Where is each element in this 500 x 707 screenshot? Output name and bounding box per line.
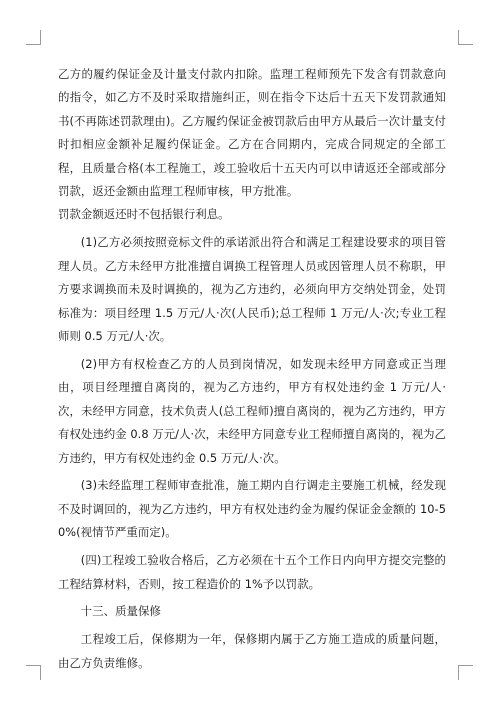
paragraph-clause-3: (3)未经监理工程师审查批准，施工期内自行调走主要施工机械，经发现不及时调回的，视为乙方违约，甲方有权处违约金为履约保证金金额的 10-50%(视情节严重而定)。 [58,478,446,540]
crop-mark-bottom-right [458,665,473,680]
crop-mark-bottom-left [26,665,41,680]
crop-mark-top-right [458,30,473,45]
crop-mark-top-left [26,30,41,45]
paragraph-warranty-period: 工程竣工后，保修期为一年，保修期内属于乙方施工造成的质量问题，由乙方负责维修。 [58,632,446,670]
paragraph-clause-2: (2)甲方有权检查乙方的人员到岗情况，如发现未经甲方同意或正当理由，项目经理擅自离岗的，视为乙方违约，甲方有权处违约金 1 万元/人·次，未经甲方同意，技术负责人(总工程师)擅自离岗的，视为乙方违约，甲方有权处违约金 0.8 万元/人·次，未经甲方同意专业工程师擅自离岗的，视为乙方违约，甲方有权处违约金 0.5 万元/人·次。 [58,356,446,465]
paragraph-no-interest: 罚款金额返还时不包括银行利息。 [58,207,230,222]
paragraph-clause-4: (四)工程竣工验收合格后，乙方必须在十五个工作日内向甲方提交完整的工程结算材料，否则，按工程造价的 1%予以罚款。 [58,553,446,591]
section-heading-quality-warranty: 十三、质量保修 [80,604,161,619]
paragraph-clause-1: (1)乙方必须按照竞标文件的承诺派出符合和满足工程建设要求的项目管理人员。乙方未经甲方批准擅自调换工程管理人员或因管理人员不称职，甲方要求调换而未及时调换的，视为乙方违约，必须向甲方交纳处罚金，处罚标准为：项目经理 1.5 万元/人·次(人民币);总工程师 1 万元/人·次;专业工程师则 0.5 万元/人·次。 [58,235,446,343]
document-body [58,63,446,675]
paragraph-penalty-deduction: 乙方的履约保证金及计量支付款内扣除。监理工程师预先下发含有罚款意向的指令，如乙方不及时采取措施纠正，则在指令下达后十五天下发罚款通知书(不再陈述罚款理由)。乙方履约保证金被罚款后由甲方从最后一次计量支付时扣相应金额补足履约保证金。乙方在合同期内，完成合同规定的全部工程，且质量合格(本工程施工，竣工验收后十五天内可以申请返还全部或部分罚款，返还金额由监理工程师审核，甲方批准。 [58,67,446,199]
